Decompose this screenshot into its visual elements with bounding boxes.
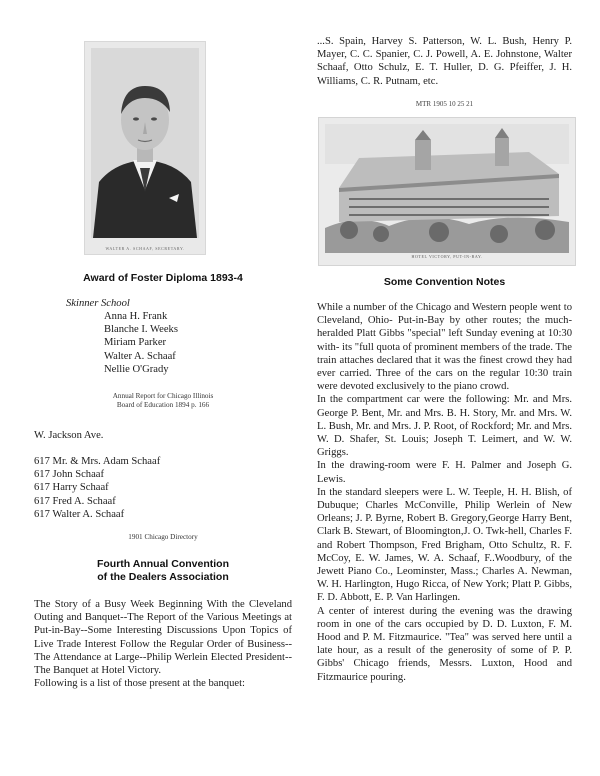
list-item: Blanche I. Weeks bbox=[104, 324, 178, 336]
photo-caption: HOTEL VICTORY, PUT-IN-BAY. bbox=[411, 254, 483, 259]
convention-intro bbox=[34, 598, 292, 690]
banquet-attendees-continued: ...S. Spain, Harvey S. Patterson, W. L. Bush, Henry P. Mayer, C. C. Spanier, C. J. Powell, A. E. Johnstone, Walter Schaaf, Otto Schulz, E. T. Huller, D. G. Pfeiffer, J. H. Williams, C. R. Putnam, etc. bbox=[317, 36, 572, 87]
notes-paragraph: In the drawing-room were F. H. Palmer and Joseph G. Lewis. bbox=[317, 460, 572, 485]
list-item: 617 Harry Schaaf bbox=[34, 482, 109, 494]
source-citation-1: Annual Report for Chicago Illinois Board of Education 1894 p. 166 bbox=[112, 392, 214, 409]
source-citation-3: MTR 1905 10 25 21 bbox=[415, 100, 474, 108]
list-item: Anna H. Frank bbox=[104, 311, 168, 322]
banquet-list-intro: Following is a list of those present at the banquet: bbox=[34, 678, 245, 690]
convention-heading: Fourth Annual Convention of the Dealers Association bbox=[96, 558, 229, 583]
intro-paragraph: The Story of a Busy Week Beginning With the Cleveland Outing and Banquet--The Report of the Various Meetings at Put-in-Bay--Some Interesting Discussions Upon Topics of Live Trade Interest Follow the Regular Order of Business--The Attendance at Large--Philip Werlein Elected President--The Banquet at Hotel Victory. bbox=[34, 599, 292, 677]
convention-notes-heading: Some Convention Notes bbox=[383, 276, 506, 288]
portrait-photo bbox=[84, 41, 206, 255]
hotel-photo bbox=[318, 117, 576, 266]
list-item: 617 John Schaaf bbox=[34, 469, 105, 481]
address: W. Jackson Ave. bbox=[34, 430, 104, 441]
hotel-illustration bbox=[319, 118, 575, 265]
notes-paragraph: In the standard sleepers were L. W. Teeple, H. H. Blish, of Dubuque; Charles McConville, Philip Werlein of New Orleans; J. P. Byrne, Robert B. Gregory,George Harry Bent, Clark B. Stewart, of Bloomington,J. O. Twk-hell, Charles F. and Robert Thompson, Fred Brigham, Otto Schultz, R. F. McCoy, E. W. James, W. A. Schaaf, F..Woodbury, of the Jewett Piano Co., Leominster, Mass.; Charles A. Newman, W. H. Harlington, Hugo Ricca, of New York; Platt P. Gibbs, F. D. Abbott, E. P. Van Harlingen. bbox=[317, 486, 572, 604]
list-item: 617 Mr. & Mrs. Adam Schaaf bbox=[34, 456, 161, 467]
list-item: Miriam Parker bbox=[104, 337, 167, 349]
school-name: Skinner School bbox=[66, 298, 130, 309]
portrait-illustration bbox=[85, 42, 205, 254]
student-list bbox=[104, 310, 178, 376]
convention-notes-body bbox=[317, 301, 572, 684]
resident-list bbox=[34, 455, 160, 521]
list-item: 617 Walter A. Schaaf bbox=[34, 508, 125, 520]
list-item: Nellie O'Grady bbox=[104, 363, 169, 375]
foster-diploma-heading: Award of Foster Diploma 1893-4 bbox=[83, 272, 243, 284]
notes-paragraph: In the compartment car were the following: Mr. and Mrs. George P. Bent, Mr. and Mrs. B. H. Story, Mr. and Mrs. W. L. Bush, Mr. and Mrs. J. P. Root, of Rockford; Mr. and Mrs. W. D. Shafer, St. Louis; Joseph T. Leimert, and W. W. Griggs. bbox=[317, 394, 572, 459]
list-item: 617 Fred A. Schaaf bbox=[34, 495, 116, 507]
notes-paragraph: A center of interest during the evening was the drawing room in one of the cars occupied by D. D. Luxton, F. M. Hood and P. M. Fitzmaurice. "Tea" was served here until a late hour, as a result of the generosity of some of P. P. Gibbs' Chicago friends, Messrs. Luxton, Hood and Fitzmaurice pouring. bbox=[317, 605, 572, 683]
notes-paragraph: While a number of the Chicago and Western people went to Cleveland, Ohio- Put-in-Bay by other routes; the much-heralded Platt Gibbs "special" left Sunday evening at 10:30 with- its "full quota of prominent members of the trade. The train attaches declared that it was the finest crowd they had ever carried. Three of the cars on the regular 10:30 train were devoted exclusively to the piano crowd. bbox=[317, 302, 572, 393]
list-item: Walter A. Schaaf bbox=[104, 350, 176, 362]
portrait-caption: WALTER A. SCHAAF, SECRETARY. bbox=[105, 246, 185, 251]
source-citation-2: 1901 Chicago Directory bbox=[128, 533, 198, 541]
